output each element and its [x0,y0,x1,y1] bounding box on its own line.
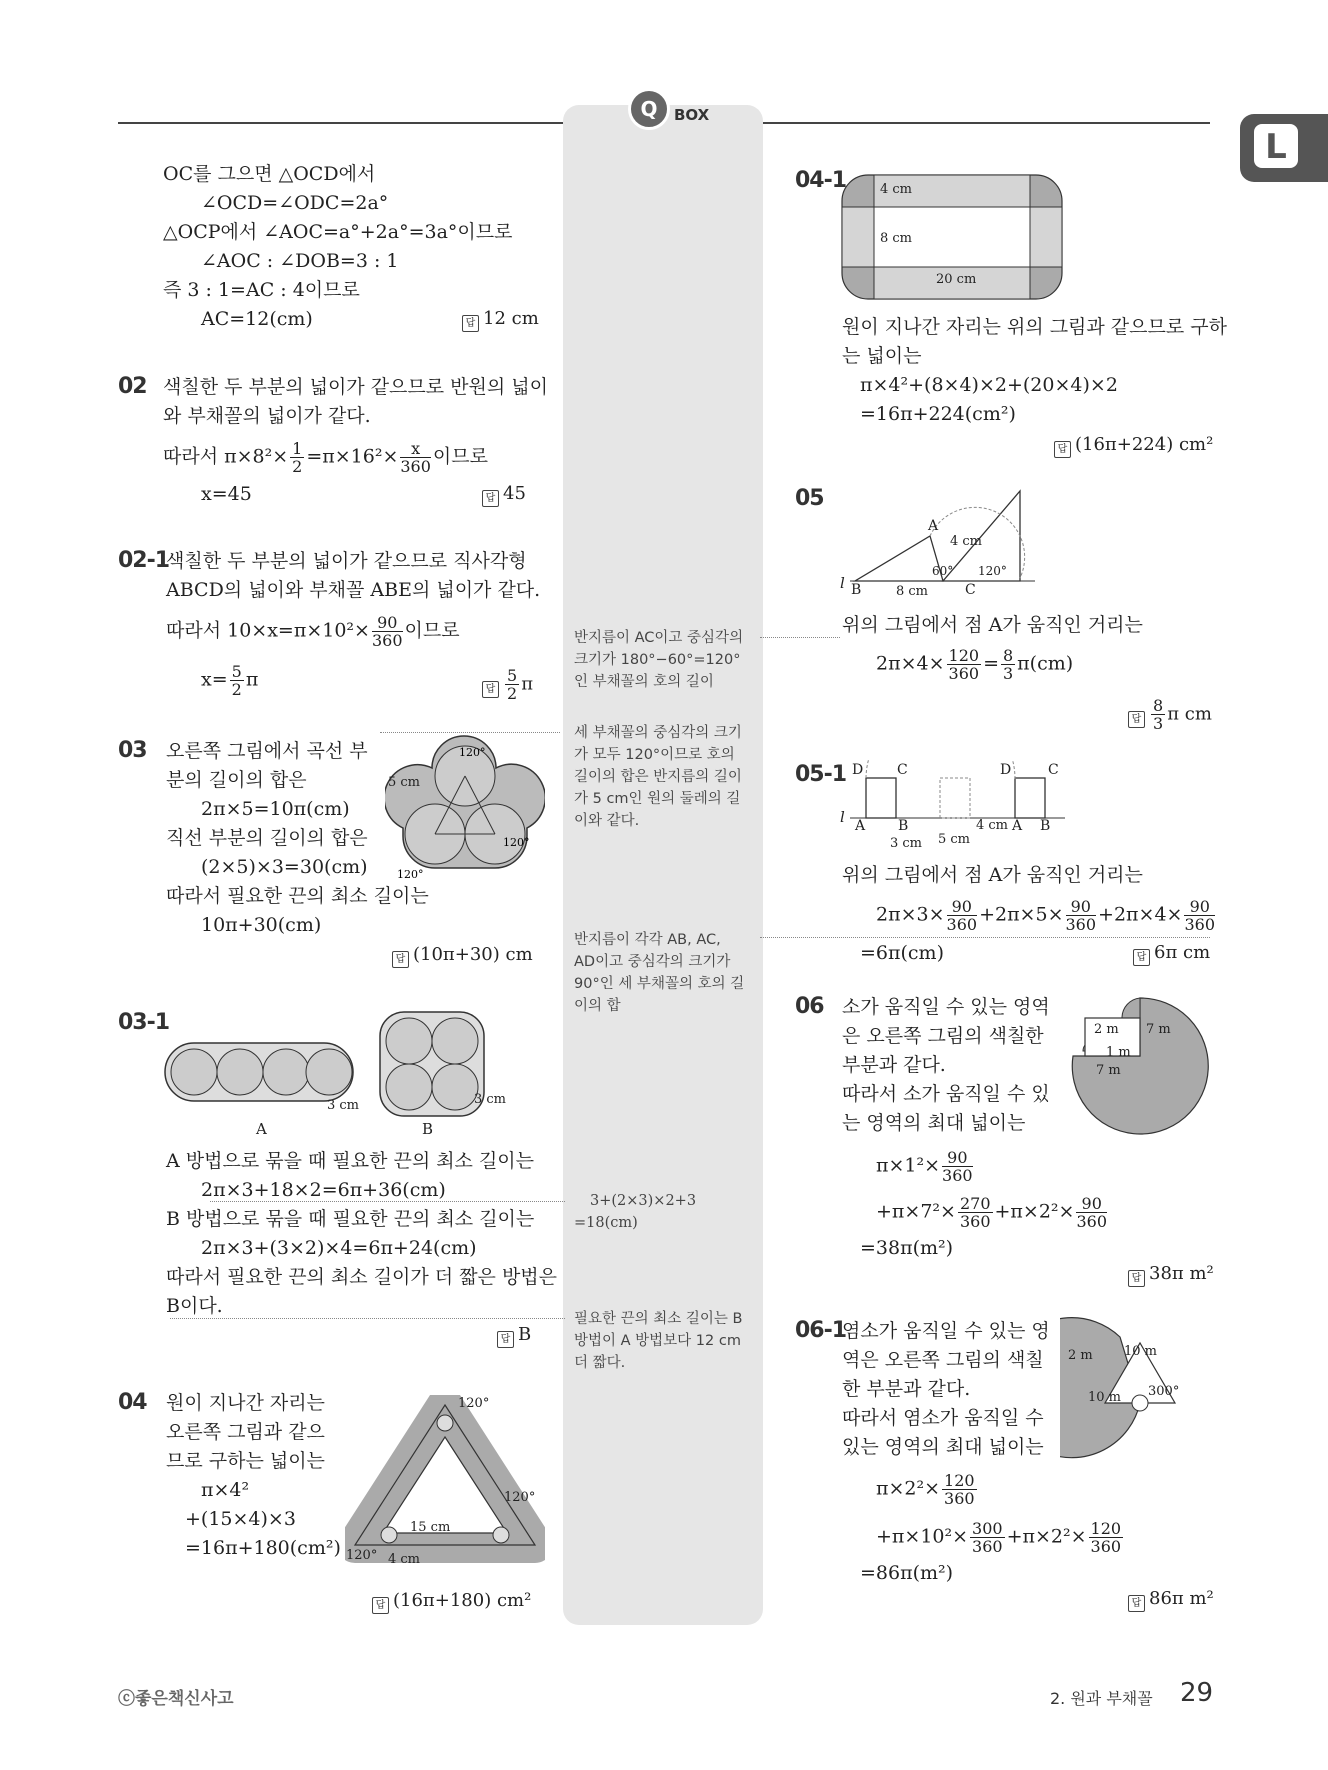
text-line: 2π×3+18×2=6π+36(cm) [201,1179,446,1201]
leader-line [760,637,840,638]
text-line: 2π×3+(3×2)×4=6π+24(cm) [201,1237,477,1259]
fig-label: 4 cm [976,818,1009,833]
chapter-tab-letter: L [1254,124,1298,168]
answer [392,944,533,968]
fig-label: 15 cm [410,1520,451,1535]
qbox-badge [628,88,670,130]
rolling-triangle-figure [840,486,1040,596]
answer [1128,1263,1214,1287]
text-line: 는 영역의 최대 넓이는 [842,1112,1026,1134]
text-line: =86π(m²) [860,1562,954,1584]
text-line: =16π+224(cm²) [860,403,1016,425]
text-line: B이다. [166,1295,223,1317]
text-line: ∠OCD=∠ODC=2a° [201,192,389,214]
fig-label: 120° [459,746,486,759]
problem-number: 04 [118,1390,147,1415]
cow-region-figure [1065,993,1215,1138]
rolling-square-figure [840,760,1070,825]
text-line: 색칠한 두 부분의 넓이가 같으므로 직사각형 [166,550,527,572]
text-line: 따라서 필요한 끈의 최소 길이가 더 짧은 방법은 [166,1266,558,1288]
text-line: 위의 그림에서 점 A가 움직인 거리는 [842,614,1143,636]
fig-label: 120° [397,868,424,878]
fig-label: B [898,818,909,834]
page-number: 29 [1180,1678,1214,1708]
text-line: 역은 오른쪽 그림의 색칠 [842,1349,1044,1371]
text-line: 따라서 염소가 움직일 수 [842,1407,1044,1429]
fig-label: 5 cm [938,832,971,847]
text-line: OC를 그으면 △OCD에서 [163,163,376,185]
fig-label: 4 cm [880,182,913,197]
fig-label: B [422,1120,434,1138]
equation: π×2²× $\frac{120}{360}$ [876,1471,975,1508]
answer-icon: 답 [1128,711,1145,728]
text-line: 따라서 소가 움직일 수 있 [842,1083,1050,1105]
qbox-note: 3+(2×3)×2+3 =18(cm) [574,1193,697,1231]
equation: 2π×3× $\frac{90}{360}$ +2π×5× $\frac{90}{360}$ +2π×4× $\frac{90}{360}$ [876,897,1216,934]
footer-chapter: 2. 원과 부채꼴 [1050,1689,1153,1708]
problem-number: 05 [795,486,824,511]
fig-label: l [840,574,845,592]
leader-line [170,1318,565,1319]
fig-label: 120° [346,1548,378,1563]
fig-label: 3 cm [474,1092,507,1107]
equation: +π×10²× $\frac{300}{360}$ +π×2²× $\frac{120}{360}$ [876,1519,1122,1556]
text-line: 있는 영역의 최대 넓이는 [842,1436,1044,1458]
text-line: ∠AOC : ∠DOB=3 : 1 [201,250,399,272]
answer-text: (16π+180) cm² [393,1590,532,1611]
text-line: +(15×4)×3 [185,1508,296,1530]
text-line: 한 부분과 같다. [842,1378,971,1400]
fig-label: 60° [932,564,954,578]
fig-label: 2 m [1068,1348,1093,1363]
text-line: B 방법으로 묶을 때 필요한 끈의 최소 길이는 [166,1208,535,1230]
fig-label: A [256,1120,267,1138]
fig-label: 120° [503,836,530,849]
fraction: $\frac{90}{360}$ [942,1148,973,1185]
equation: 2π×4× $\frac{120}{360}$ = $\frac{8}{3}$ π(cm) [876,646,1074,683]
text-line: 은 오른쪽 그림의 색칠한 [842,1025,1044,1047]
qbox-note: 반지름이 AC이고 중심각의 크기가 180°−60°=120° 인 부채꼴의 호의 길이 [574,630,744,690]
text-line: 오른쪽 그림에서 곡선 부 [166,740,368,762]
qbox-label: BOX [674,106,710,124]
fig-label: A [1012,818,1023,834]
text-line: 즉 3 : 1=AC : 4이므로 [163,279,360,301]
answer [372,1590,531,1614]
text-line: 므로 구하는 넓이는 [166,1450,325,1472]
fraction: $\frac{90}{360}$ [371,613,403,650]
three-circles-figure [385,728,545,878]
answer-text: (16π+224) cm² [1075,434,1214,455]
text-line: 부분과 같다. [842,1054,946,1076]
fraction: $\frac{300}{360}$ [972,1519,1003,1556]
problem-number: 02-1 [118,548,170,573]
answer-icon: 답 [392,951,409,968]
answer [497,1324,531,1348]
fraction: $\frac{8}{3}$ [1002,646,1014,683]
answer [462,308,539,332]
qbox-note: 세 부채꼴의 중심각의 크기 가 모두 120°이므로 호의 길이의 합은 반지름의 길이 가 5 cm인 원의 둘레의 길 이와 같다. [574,725,742,829]
problem-number: 05-1 [795,762,847,787]
footer-brand: ⓒ좋은책신사고 [118,1689,234,1709]
answer-text: 45 [503,483,526,504]
fig-label: 120° [458,1396,490,1411]
fig-label: B [1040,818,1051,834]
text-line: π×4² [201,1479,250,1501]
fig-label: 4 cm [950,534,983,549]
fraction: $\frac{5}{2}$ [231,662,242,699]
answer: 답 $\frac{8}{3}$ π cm [1128,697,1212,732]
answer-icon: 답 [462,315,479,332]
text-line: 분의 길이의 합은 [166,769,307,791]
answer: 답 $\frac{5}{2}$ π [482,667,533,702]
fig-label: 4 cm [388,1552,421,1567]
fig-label: 8 cm [880,231,913,246]
fraction: $\frac{90}{360}$ [1184,897,1216,934]
answer [1133,942,1210,966]
text-line: =38π(m²) [860,1237,954,1259]
chapter-tab [1240,114,1328,182]
text-line: 염소가 움직일 수 있는 영 [842,1320,1050,1342]
fraction: $\frac{5}{2}$ [507,666,518,703]
text-line: =16π+180(cm²) [185,1537,341,1559]
problem-number: 06-1 [795,1318,847,1343]
fraction: $\frac{90}{360}$ [946,897,978,934]
problem-number: 03-1 [118,1010,170,1035]
text-line: 직선 부분의 길이의 합은 [166,827,368,849]
text-line: x=45 [201,483,252,505]
fraction: $\frac{120}{360}$ [948,646,980,683]
fig-label: 8 cm [896,584,929,599]
fig-label: A [855,818,866,834]
fig-label: 3 cm [327,1098,360,1113]
answer [1128,1588,1214,1612]
fig-label: C [897,762,908,778]
leader-line [380,732,560,733]
text-line: AC=12(cm) [201,308,313,330]
answer-icon: 답 [372,1597,389,1614]
fig-label: 1 m [1106,1045,1131,1060]
fig-label: 120° [978,564,1007,578]
text-line: 와 부채꼴의 넓이가 같다. [163,405,371,427]
fraction: $\frac{90}{360}$ [1076,1194,1107,1231]
text-line: 따라서 필요한 끈의 최소 길이는 [166,885,429,907]
qbox-note: 필요한 끈의 최소 길이는 B 방법이 A 방법보다 12 cm 더 짧다. [574,1311,743,1371]
answer-text: 12 cm [483,308,539,329]
fig-label: 3 cm [890,836,923,851]
text-line: π×4²+(8×4)×2+(20×4)×2 [860,374,1118,396]
answer-text: (10π+30) cm [413,944,533,965]
fraction: $\frac{120}{360}$ [944,1471,975,1508]
fig-label: D [852,762,864,778]
answer [1054,434,1213,458]
answer-text: 6π cm [1154,942,1211,963]
problem-number: 02 [118,374,147,399]
fig-label: 120° [504,1490,536,1505]
text-line: 10π+30(cm) [201,914,322,936]
equation: 따라서 10×x=π×10²× $\frac{90}{360}$ 이므로 [166,613,460,650]
answer-icon: 답 [1054,441,1071,458]
equation: 따라서 π×8²× $\frac{1}{2}$ =π×16²× $\frac{x}{360}$ 이므로 [163,439,488,476]
fig-label: 2 m [1094,1022,1119,1037]
fig-label: 300° [1148,1384,1180,1399]
fig-label: 10 m [1088,1390,1122,1405]
text-line: 위의 그림에서 점 A가 움직인 거리는 [842,864,1143,886]
fig-label: 7 m [1146,1022,1171,1037]
fraction: $\frac{8}{3}$ [1153,696,1164,733]
method-b-figure [378,1010,488,1120]
qbox-note: 반지름이 각각 AB, AC, AD이고 중심각의 크기가 90°인 세 부채꼴의 호의 길 이의 합 [574,932,745,1014]
fraction: $\frac{1}{2}$ [292,439,303,476]
text-line: =6π(cm) [860,942,944,964]
fraction: $\frac{120}{360}$ [1090,1519,1122,1556]
fig-label: C [965,582,976,598]
text-line: (2×5)×3=30(cm) [201,856,368,878]
fig-label: 20 cm [936,272,977,287]
answer-text: 86π m² [1149,1588,1214,1609]
answer-text: B [518,1324,532,1345]
text-line: 는 넓이는 [842,345,922,367]
fig-label: l [840,808,845,826]
equation: x= $\frac{5}{2}$ π [201,662,259,699]
text-line: ABCD의 넓이와 부채꼴 ABE의 넓이가 같다. [166,579,541,601]
answer-icon: 답 [482,490,499,507]
text-line: 원이 지나간 자리는 위의 그림과 같으므로 구하 [842,316,1227,338]
text-line: 원이 지나간 자리는 [166,1392,325,1414]
goat-region-figure [1060,1315,1220,1460]
fig-label: 7 m [1096,1063,1121,1078]
text-line: △OCP에서 ∠AOC=a°+2a°=3a°이므로 [163,221,513,243]
equation: π×1²× $\frac{90}{360}$ [876,1148,973,1185]
answer-icon: 답 [1133,949,1150,966]
equation: +π×7²× $\frac{270}{360}$ +π×2²× $\frac{90}{360}$ [876,1194,1107,1231]
triangle-path-figure [345,1395,545,1565]
text-line: 오른쪽 그림과 같으 [166,1421,325,1443]
fig-label: A [928,518,939,534]
qbox-column [563,105,763,1625]
fig-label: 5 cm [388,775,421,790]
text-line: 색칠한 두 부분의 넓이가 같으므로 반원의 넓이 [163,376,548,398]
text-line: A 방법으로 묶을 때 필요한 끈의 최소 길이는 [166,1150,535,1172]
answer-icon: 답 [482,681,499,698]
problem-number: 06 [795,994,824,1019]
leader-line [760,937,1210,938]
answer [482,483,526,507]
fig-label: C [1048,762,1059,778]
text-line: 2π×5=10π(cm) [201,798,350,820]
answer-icon: 답 [1128,1595,1145,1612]
fig-label: 10 m [1124,1344,1158,1359]
problem-number: 04-1 [795,168,847,193]
qbox-letter: Q [640,97,658,121]
fraction: $\frac{270}{360}$ [959,1194,991,1231]
answer-icon: 답 [1128,1270,1145,1287]
answer-text: 38π m² [1149,1263,1214,1284]
problem-number: 03 [118,738,147,763]
fraction: $\frac{90}{360}$ [1065,897,1097,934]
fig-label: B [851,582,862,598]
text-line: 소가 움직일 수 있는 영역 [842,996,1050,1018]
fig-label: D [1000,762,1012,778]
answer-icon: 답 [497,1331,514,1348]
fraction: $\frac{x}{360}$ [400,439,431,476]
leader-line [210,1201,565,1202]
